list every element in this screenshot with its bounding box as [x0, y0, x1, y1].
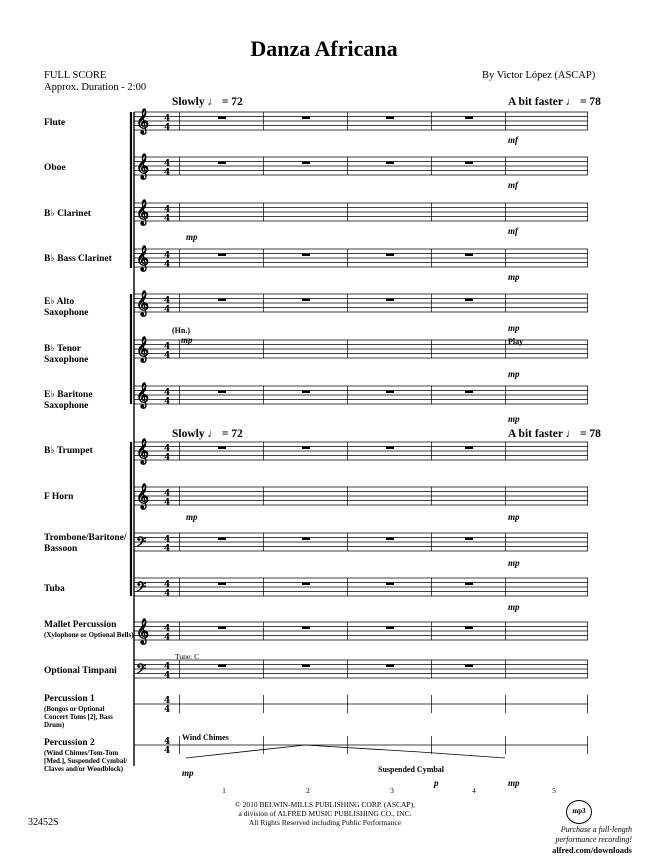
whole-rest	[218, 254, 226, 257]
duration-label: Approx. Duration - 2:00	[44, 82, 147, 93]
dynamic-baritone-sax: mp	[508, 414, 520, 424]
composer-credit: By Victor López (ASCAP)	[482, 70, 596, 81]
time-signature: 4	[164, 214, 171, 224]
whole-rest	[465, 254, 473, 257]
whole-rest	[386, 627, 394, 630]
download-link[interactable]: alfred.com/downloads	[552, 845, 632, 855]
instrument-label-horn: F Horn	[44, 492, 74, 502]
whole-rest	[465, 665, 473, 668]
whole-rest	[465, 391, 473, 394]
whole-rest	[302, 627, 310, 630]
whole-rest	[386, 538, 394, 541]
whole-rest	[465, 538, 473, 541]
time-signature: 4	[164, 388, 171, 398]
horn-cue-label: (Hn.)	[172, 326, 190, 335]
play-label: Play	[508, 337, 524, 346]
instrument-label-clarinet: B♭ Clarinet	[44, 209, 91, 219]
time-signature: 4	[164, 633, 171, 643]
dynamic-bass-clarinet: mp	[508, 272, 520, 282]
instrument-label-trumpet: B♭ Trumpet	[44, 446, 93, 456]
time-signature: 4	[164, 251, 171, 261]
whole-rest	[386, 665, 394, 668]
dynamic-flute: mf	[508, 135, 518, 145]
whole-rest	[302, 254, 310, 257]
catalog-code: 32452S	[28, 817, 59, 828]
dynamic-trombone: mp	[508, 558, 520, 568]
treble-clef-icon: 𝄞	[136, 618, 150, 644]
dynamic-clarinet-m1: mp	[186, 232, 198, 242]
treble-clef-icon: 𝄞	[136, 108, 150, 134]
treble-clef-icon: 𝄞	[136, 199, 150, 225]
time-signature: 4	[164, 123, 171, 133]
whole-rest	[218, 299, 226, 302]
tempo-marking-slow-brass: Slowly ♩ = 72	[172, 428, 243, 440]
whole-rest	[302, 391, 310, 394]
measure-number: 2	[306, 786, 310, 795]
whole-rest	[465, 447, 473, 450]
instrument-label-alto-sax: E♭ Alto Saxophone	[44, 297, 89, 318]
whole-rest	[465, 117, 473, 120]
treble-clef-icon: 𝄞	[136, 382, 150, 408]
whole-rest	[465, 627, 473, 630]
treble-clef-icon: 𝄞	[136, 245, 150, 271]
time-signature: 4	[164, 453, 171, 463]
instrument-label-bass-clarinet: B♭ Bass Clarinet	[44, 254, 112, 264]
instrument-label-timpani: Optional Timpani	[44, 666, 117, 676]
whole-rest	[218, 162, 226, 165]
whole-rest	[386, 391, 394, 394]
instrument-sub: (Wind Chimes/Tom-Tom [Med.], Suspended Cymbal/ Claves and/or Woodblock)	[44, 749, 128, 773]
dynamic-tenor-sax-m1: mp	[181, 335, 193, 345]
measure-number: 3	[390, 786, 394, 795]
whole-rest	[218, 665, 226, 668]
tempo-marking-fast: A bit faster ♩ = 78	[508, 96, 601, 108]
whole-rest	[302, 583, 310, 586]
instrument-sub: (Bongos or Optional Concert Toms [2], Bass Drum)	[44, 705, 113, 729]
whole-rest	[465, 162, 473, 165]
wind-chimes-glissando	[186, 745, 505, 758]
whole-rest	[218, 583, 226, 586]
time-signature: 4	[164, 662, 171, 672]
time-signature: 4	[164, 671, 171, 681]
whole-rest	[386, 447, 394, 450]
time-signature: 4	[164, 342, 171, 352]
time-signature: 4	[164, 624, 171, 634]
whole-rest	[218, 447, 226, 450]
measure-number: 4	[472, 786, 476, 795]
score-type-label: FULL SCORE	[44, 70, 107, 81]
dynamic-horn-m5: mp	[508, 512, 520, 522]
instrument-label-flute: Flute	[44, 118, 66, 128]
time-signature: 4	[164, 351, 171, 361]
time-signature: 4	[164, 737, 171, 747]
instrument-label-baritone-sax: E♭ Baritone Saxophone	[44, 390, 93, 411]
dynamic-clarinet-m5: mf	[508, 226, 518, 236]
time-signature: 4	[164, 705, 171, 715]
instrument-label-oboe: Oboe	[44, 163, 66, 173]
time-signature: 4	[164, 205, 171, 215]
treble-clef-icon: 𝄞	[136, 336, 150, 362]
dynamic-horn-m1: mp	[186, 512, 198, 522]
time-signature: 4	[164, 580, 171, 590]
whole-rest	[386, 162, 394, 165]
instrument-name: Percussion 1	[44, 694, 95, 704]
whole-rest	[465, 299, 473, 302]
treble-clef-icon: 𝄞	[136, 290, 150, 316]
dynamic-percussion-2-m1: mp	[182, 768, 194, 778]
whole-rest	[302, 117, 310, 120]
download-line: Purchase a full-length	[560, 825, 632, 834]
copyright-line: All Rights Reserved including Public Performance	[248, 818, 402, 827]
instrument-label-tenor-sax: B♭ Tenor Saxophone	[44, 344, 89, 365]
time-signature: 4	[164, 746, 171, 756]
dynamic-cymbal: p	[434, 778, 439, 788]
bass-clef-icon: 𝄢	[136, 661, 147, 680]
suspended-cymbal-label: Suspended Cymbal	[378, 765, 445, 774]
measure-number: 1	[222, 786, 226, 795]
instrument-label-tuba: Tuba	[44, 584, 65, 594]
time-signature: 4	[164, 296, 171, 306]
time-signature: 4	[164, 305, 171, 315]
mp3-icon: mp3	[566, 800, 592, 824]
time-signature: 4	[164, 159, 171, 169]
time-signature: 4	[164, 168, 171, 178]
whole-rest	[218, 538, 226, 541]
time-signature: 4	[164, 535, 171, 545]
whole-rest	[218, 627, 226, 630]
instrument-sub: (Xylophone or Optional Bells)	[44, 631, 134, 639]
whole-rest	[386, 117, 394, 120]
time-signature: 4	[164, 498, 171, 508]
copyright-line: a division of ALFRED MUSIC PUBLISHING CO., INC.	[238, 809, 412, 818]
time-signature: 4	[164, 260, 171, 270]
instrument-name: Percussion 2	[44, 738, 95, 748]
dynamic-oboe: mf	[508, 180, 518, 190]
treble-clef-icon: 𝄞	[136, 153, 150, 179]
whole-rest	[218, 117, 226, 120]
dynamic-tenor-sax-m5: mp	[508, 369, 520, 379]
whole-rest	[386, 254, 394, 257]
instrument-name: Mallet Percussion	[44, 620, 117, 630]
whole-rest	[302, 299, 310, 302]
whole-rest	[465, 583, 473, 586]
tempo-marking-slow: Slowly ♩ = 72	[172, 96, 243, 108]
tune-label: Tune: C	[175, 652, 200, 661]
time-signature: 4	[164, 444, 171, 454]
whole-rest	[302, 538, 310, 541]
time-signature: 4	[164, 397, 171, 407]
treble-clef-icon: 𝄞	[136, 483, 150, 509]
time-signature: 4	[164, 114, 171, 124]
time-signature: 4	[164, 544, 171, 554]
dynamic-alto-sax: mp	[508, 323, 520, 333]
time-signature: 4	[164, 589, 171, 599]
whole-rest	[218, 391, 226, 394]
time-signature: 4	[164, 696, 171, 706]
score-title: Danza Africana	[250, 36, 398, 61]
measure-number: 5	[552, 786, 556, 795]
dynamic-tuba: mp	[508, 602, 520, 612]
whole-rest	[302, 162, 310, 165]
copyright-notice	[190, 800, 460, 827]
time-signature: 4	[164, 489, 171, 499]
whole-rest	[302, 447, 310, 450]
whole-rest	[386, 299, 394, 302]
bass-clef-icon: 𝄢	[136, 534, 147, 553]
download-promo	[520, 825, 632, 856]
copyright-line: © 2010 BELWIN-MILLS PUBLISHING CORP. (ASCAP),	[235, 800, 415, 809]
dynamic-percussion-2-m5: mp	[508, 778, 520, 788]
bass-clef-icon: 𝄢	[136, 579, 147, 598]
download-line: performance recording!	[555, 835, 632, 844]
treble-clef-icon: 𝄞	[136, 438, 150, 464]
whole-rest	[386, 583, 394, 586]
tempo-marking-fast-brass: A bit faster ♩ = 78	[508, 428, 601, 440]
instrument-label-trombone: Trombone/Baritone/ Bassoon	[44, 533, 127, 554]
wind-chimes-label: Wind Chimes	[182, 733, 229, 742]
whole-rest	[302, 665, 310, 668]
